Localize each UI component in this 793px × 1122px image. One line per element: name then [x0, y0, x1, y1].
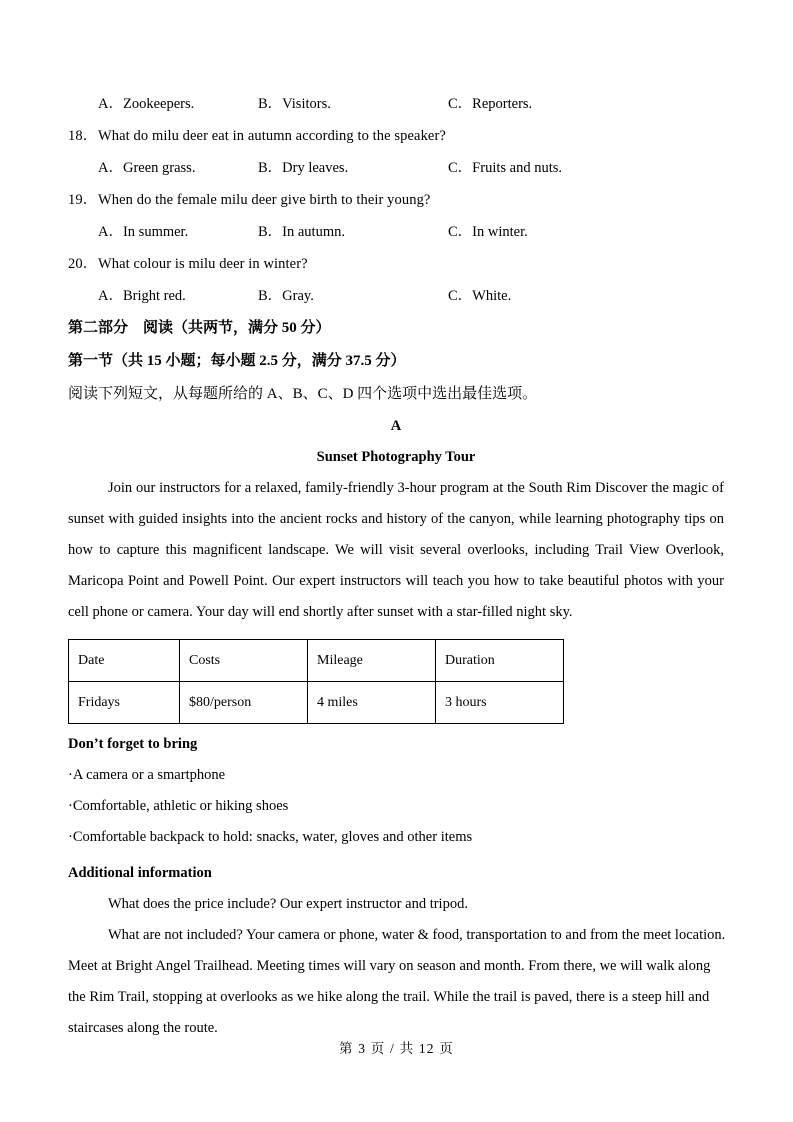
option-b: B．Gray. [258, 288, 314, 304]
bullet-icon: · [68, 767, 73, 783]
question-stem-18 [68, 120, 724, 152]
question-text-19: When do the female milu deer give birth to their young? [98, 192, 431, 208]
passage-intro-paragraph: Join our instructors for a relaxed, family-friendly 3-hour program at the South Rim Discover the magic of sunset with guided insights into the ancient rocks and history of the canyon, while learning photography tips on how to capture this magnificent landscape. We will visit several overlooks, including Trail View Overlook, Maricopa Point and Powell Point. Our expert instructors will teach you how to take beautiful photos with your cell phone or camera. Your day will end shortly after sunset with a star-filled night sky. [68, 480, 724, 620]
list-item [68, 822, 724, 853]
tour-info-table [68, 639, 564, 724]
additional-line-price-include: What does the price include? Our expert instructor and tripod. [108, 896, 468, 912]
list-item-label: Comfortable backpack to hold: snacks, water, gloves and other items [72, 829, 473, 845]
table-cell-costs: $80/person [180, 682, 308, 724]
options-row-q20 [68, 280, 724, 312]
options-row-q18 [68, 152, 724, 184]
bullet-icon: · [68, 798, 73, 814]
section-instruction: 阅读下列短文，从每题所给的 A、B、C、D 四个选项中选出最佳选项。 [68, 386, 538, 402]
bullet-icon: · [68, 829, 73, 845]
table-cell-duration: 3 hours [436, 682, 564, 724]
passage-title: Sunset Photography Tour [316, 449, 476, 465]
option-c: C．White. [448, 288, 512, 304]
table-header-mileage: Mileage [308, 640, 436, 682]
option-c: C．Reporters. [448, 96, 533, 112]
page-content [68, 88, 724, 1044]
option-b: B．In autumn. [258, 224, 345, 240]
question-text-18: What do milu deer eat in autumn according to the speaker? [98, 128, 446, 144]
list-item-label: Comfortable, athletic or hiking shoes [72, 798, 289, 814]
additional-line-not-included: What are not included? Your camera or phone, water & food, transportation to and from the meet location. [108, 927, 726, 943]
question-number-20: 20． [68, 256, 98, 272]
page-footer: 第 3 页 / 共 12 页 [338, 1041, 455, 1056]
question-stem-19 [68, 184, 724, 216]
option-a: A．In summer. [98, 224, 189, 240]
additional-body-paragraph: Meet at Bright Angel Trailhead. Meeting times will vary on season and month. From there, we will walk along the Rim Trail, stopping at overlooks as we hike along the trail. While the trail is paved, there is a steep hill and staircases along the route. [68, 958, 711, 1036]
option-b: B．Dry leaves. [258, 160, 349, 176]
list-item [68, 791, 724, 822]
question-stem-20 [68, 248, 724, 280]
options-row-q17 [68, 88, 724, 120]
part-heading: 第二部分 阅读（共两节，满分 50 分） [68, 320, 331, 336]
table-cell-date: Fridays [69, 682, 180, 724]
option-a: A．Bright red. [98, 288, 186, 304]
question-number-19: 19． [68, 192, 98, 208]
option-c: C．In winter. [448, 224, 528, 240]
section-sub-heading: 第一节（共 15 小题；每小题 2.5 分，满分 37.5 分） [68, 353, 406, 369]
table-cell-mileage: 4 miles [308, 682, 436, 724]
option-a: A．Green grass. [98, 160, 196, 176]
table-row [69, 682, 564, 724]
question-number-18: 18． [68, 128, 98, 144]
bring-heading: Don’t forget to bring [68, 736, 198, 752]
list-item-label: A camera or a smartphone [72, 767, 226, 783]
table-header-costs: Costs [180, 640, 308, 682]
additional-information-heading: Additional information [68, 865, 212, 881]
table-header-date: Date [69, 640, 180, 682]
table-header-row [69, 640, 564, 682]
list-item [68, 760, 724, 791]
passage-letter: A [390, 418, 402, 434]
table-header-duration: Duration [436, 640, 564, 682]
option-c: C．Fruits and nuts. [448, 160, 562, 176]
question-text-20: What colour is milu deer in winter? [98, 256, 308, 272]
option-a: A．Zookeepers. [98, 96, 195, 112]
options-row-q19 [68, 216, 724, 248]
option-b: B．Visitors. [258, 96, 331, 112]
